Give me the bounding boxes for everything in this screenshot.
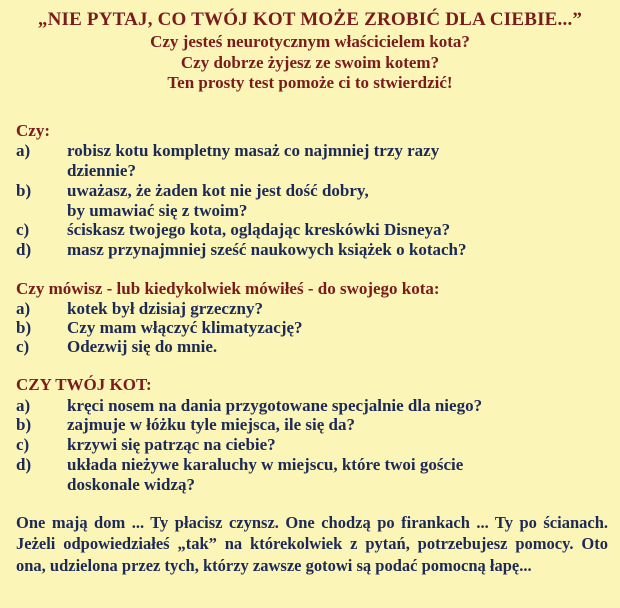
item-text-line: robisz kotu kompletny masaż co najmniej trzy razy (67, 141, 440, 160)
section-3-item-a (16, 396, 611, 416)
item-letter: a) (16, 396, 31, 415)
subtitle-line-3: Ten prosty test pomoże ci to stwierdzić! (167, 73, 453, 92)
item-text-line: by umawiać się z twoim? (67, 200, 248, 220)
subtitle-line-2: Czy dobrze żyjesz ze swoim kotem? (180, 52, 440, 72)
item-text-line: Odezwij się do mnie. (67, 337, 218, 356)
section-2-item-a (16, 299, 611, 319)
item-text-line: doskonale widzą? (67, 474, 195, 494)
item-letter: b) (16, 318, 32, 337)
section-3-item-c (16, 435, 611, 455)
item-letter: a) (16, 299, 31, 318)
item-text-line: Czy mam włączyć klimatyzację? (67, 318, 303, 337)
section-1-item-b (16, 181, 611, 220)
item-text-line: krzywi się patrząc na ciebie? (67, 435, 276, 454)
section-3-item-b (16, 415, 611, 435)
item-letter: c) (16, 220, 30, 239)
item-text-line: kręci nosem na dania przygotowane specjalnie dla niego? (67, 396, 483, 415)
item-text-line: zajmuje w łóżku tyle miejsca, ile się da? (67, 415, 355, 434)
section-3-item-d (16, 455, 611, 494)
item-letter: b) (16, 181, 32, 200)
section-3-heading: CZY TWÓJ KOT: (16, 375, 152, 394)
item-text-line: ściskasz twojego kota, oglądając kreskówki Disneya? (67, 220, 451, 239)
item-letter: b) (16, 415, 32, 434)
subtitle-line-1: Czy jesteś neurotycznym właścicielem kota? (150, 32, 470, 51)
section-1-heading: Czy: (16, 121, 50, 140)
item-letter: a) (16, 141, 31, 160)
item-text-line: masz przynajmniej sześć naukowych książek o kotach? (67, 240, 467, 259)
item-text-line: kotek był dzisiaj grzeczny? (67, 299, 263, 318)
section-1-item-c (16, 220, 611, 240)
section-1-item-d (16, 240, 611, 260)
section-2-item-b (16, 318, 611, 338)
item-letter: d) (16, 240, 32, 259)
item-text-line: układa nieżywe karaluchy w miejscu, które twoi goście (67, 455, 464, 474)
header (0, 8, 620, 94)
section-2-item-c (16, 337, 611, 357)
section-1-item-a (16, 141, 611, 180)
page-title: „NIE PYTAJ, CO TWÓJ KOT MOŻE ZROBIĆ DLA CIEBIE...” (37, 9, 583, 30)
item-letter: d) (16, 455, 32, 474)
item-letter: c) (16, 435, 30, 454)
item-text-line: uważasz, że żaden kot nie jest dość dobry, (67, 181, 369, 200)
closing-paragraph: One mają dom ... Ty płacisz czynsz. One chodzą po firankach ... Ty po ścianach. Jeżeli odpowiedziałeś „tak” na którekolwiek z pytań, potrzebujesz pomocy. Oto ona, udzielona przez tych, którzy zawsze gotowi są podać pomocną łapę... (16, 513, 608, 575)
section-2-heading: Czy mówisz - lub kiedykolwiek mówiłeś - do swojego kota: (16, 279, 440, 298)
item-letter: c) (16, 337, 30, 356)
item-text-line: dziennie? (67, 160, 136, 180)
